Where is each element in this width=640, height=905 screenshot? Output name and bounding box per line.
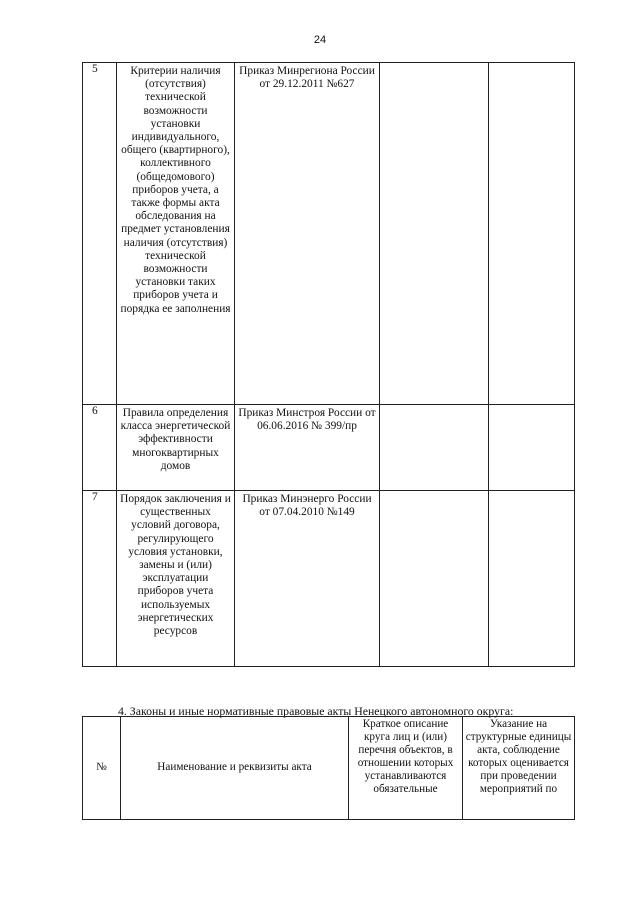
table-header-row	[83, 717, 575, 820]
district-acts-table	[82, 716, 575, 820]
table-row	[83, 491, 575, 667]
header-description: Краткое описание круга лиц и (или) перечня объектов, в отношении которых устанавливаются обязательные	[349, 717, 463, 820]
header-number: №	[83, 717, 121, 820]
act-name: Порядок заключения и существенных условий договора, регулирующего условия установки, замены и (или) эксплуатации приборов учета используемых энергетических ресурсов	[117, 491, 235, 667]
row-number: 6	[83, 405, 117, 491]
empty-cell	[380, 491, 489, 667]
table-row	[83, 405, 575, 491]
section-heading: 4. Законы и иные нормативные правовые акты Ненецкого автономного округа:	[118, 704, 514, 718]
empty-cell	[380, 63, 489, 405]
regulations-table	[82, 62, 575, 667]
row-number: 7	[83, 491, 117, 667]
row-number: 5	[83, 63, 117, 405]
act-document: Приказ Минэнерго России от 07.04.2010 №149	[235, 491, 380, 667]
act-name: Правила определения класса энергетической эффективности многоквартирных домов	[117, 405, 235, 491]
act-name: Критерии наличия (отсутствия) технической возможности установки индивидуального, общего (квартирного), коллективного (общедомового) приборов учета, а также формы акта обследования на предмет установления наличия (отсутствия) технической возможности установки таких приборов учета и порядка ее заполнения	[117, 63, 235, 405]
table-row	[83, 63, 575, 405]
act-document: Приказ Минстроя России от 06.06.2016 № 399/пр	[235, 405, 380, 491]
empty-cell	[489, 405, 575, 491]
header-act-name: Наименование и реквизиты акта	[121, 717, 349, 820]
empty-cell	[380, 405, 489, 491]
empty-cell	[489, 491, 575, 667]
header-structural-units: Указание на структурные единицы акта, соблюдение которых оценивается при проведении мероприятий по	[463, 717, 575, 820]
empty-cell	[489, 63, 575, 405]
page-number: 24	[313, 34, 327, 46]
act-document: Приказ Минрегиона России от 29.12.2011 №627	[235, 63, 380, 405]
